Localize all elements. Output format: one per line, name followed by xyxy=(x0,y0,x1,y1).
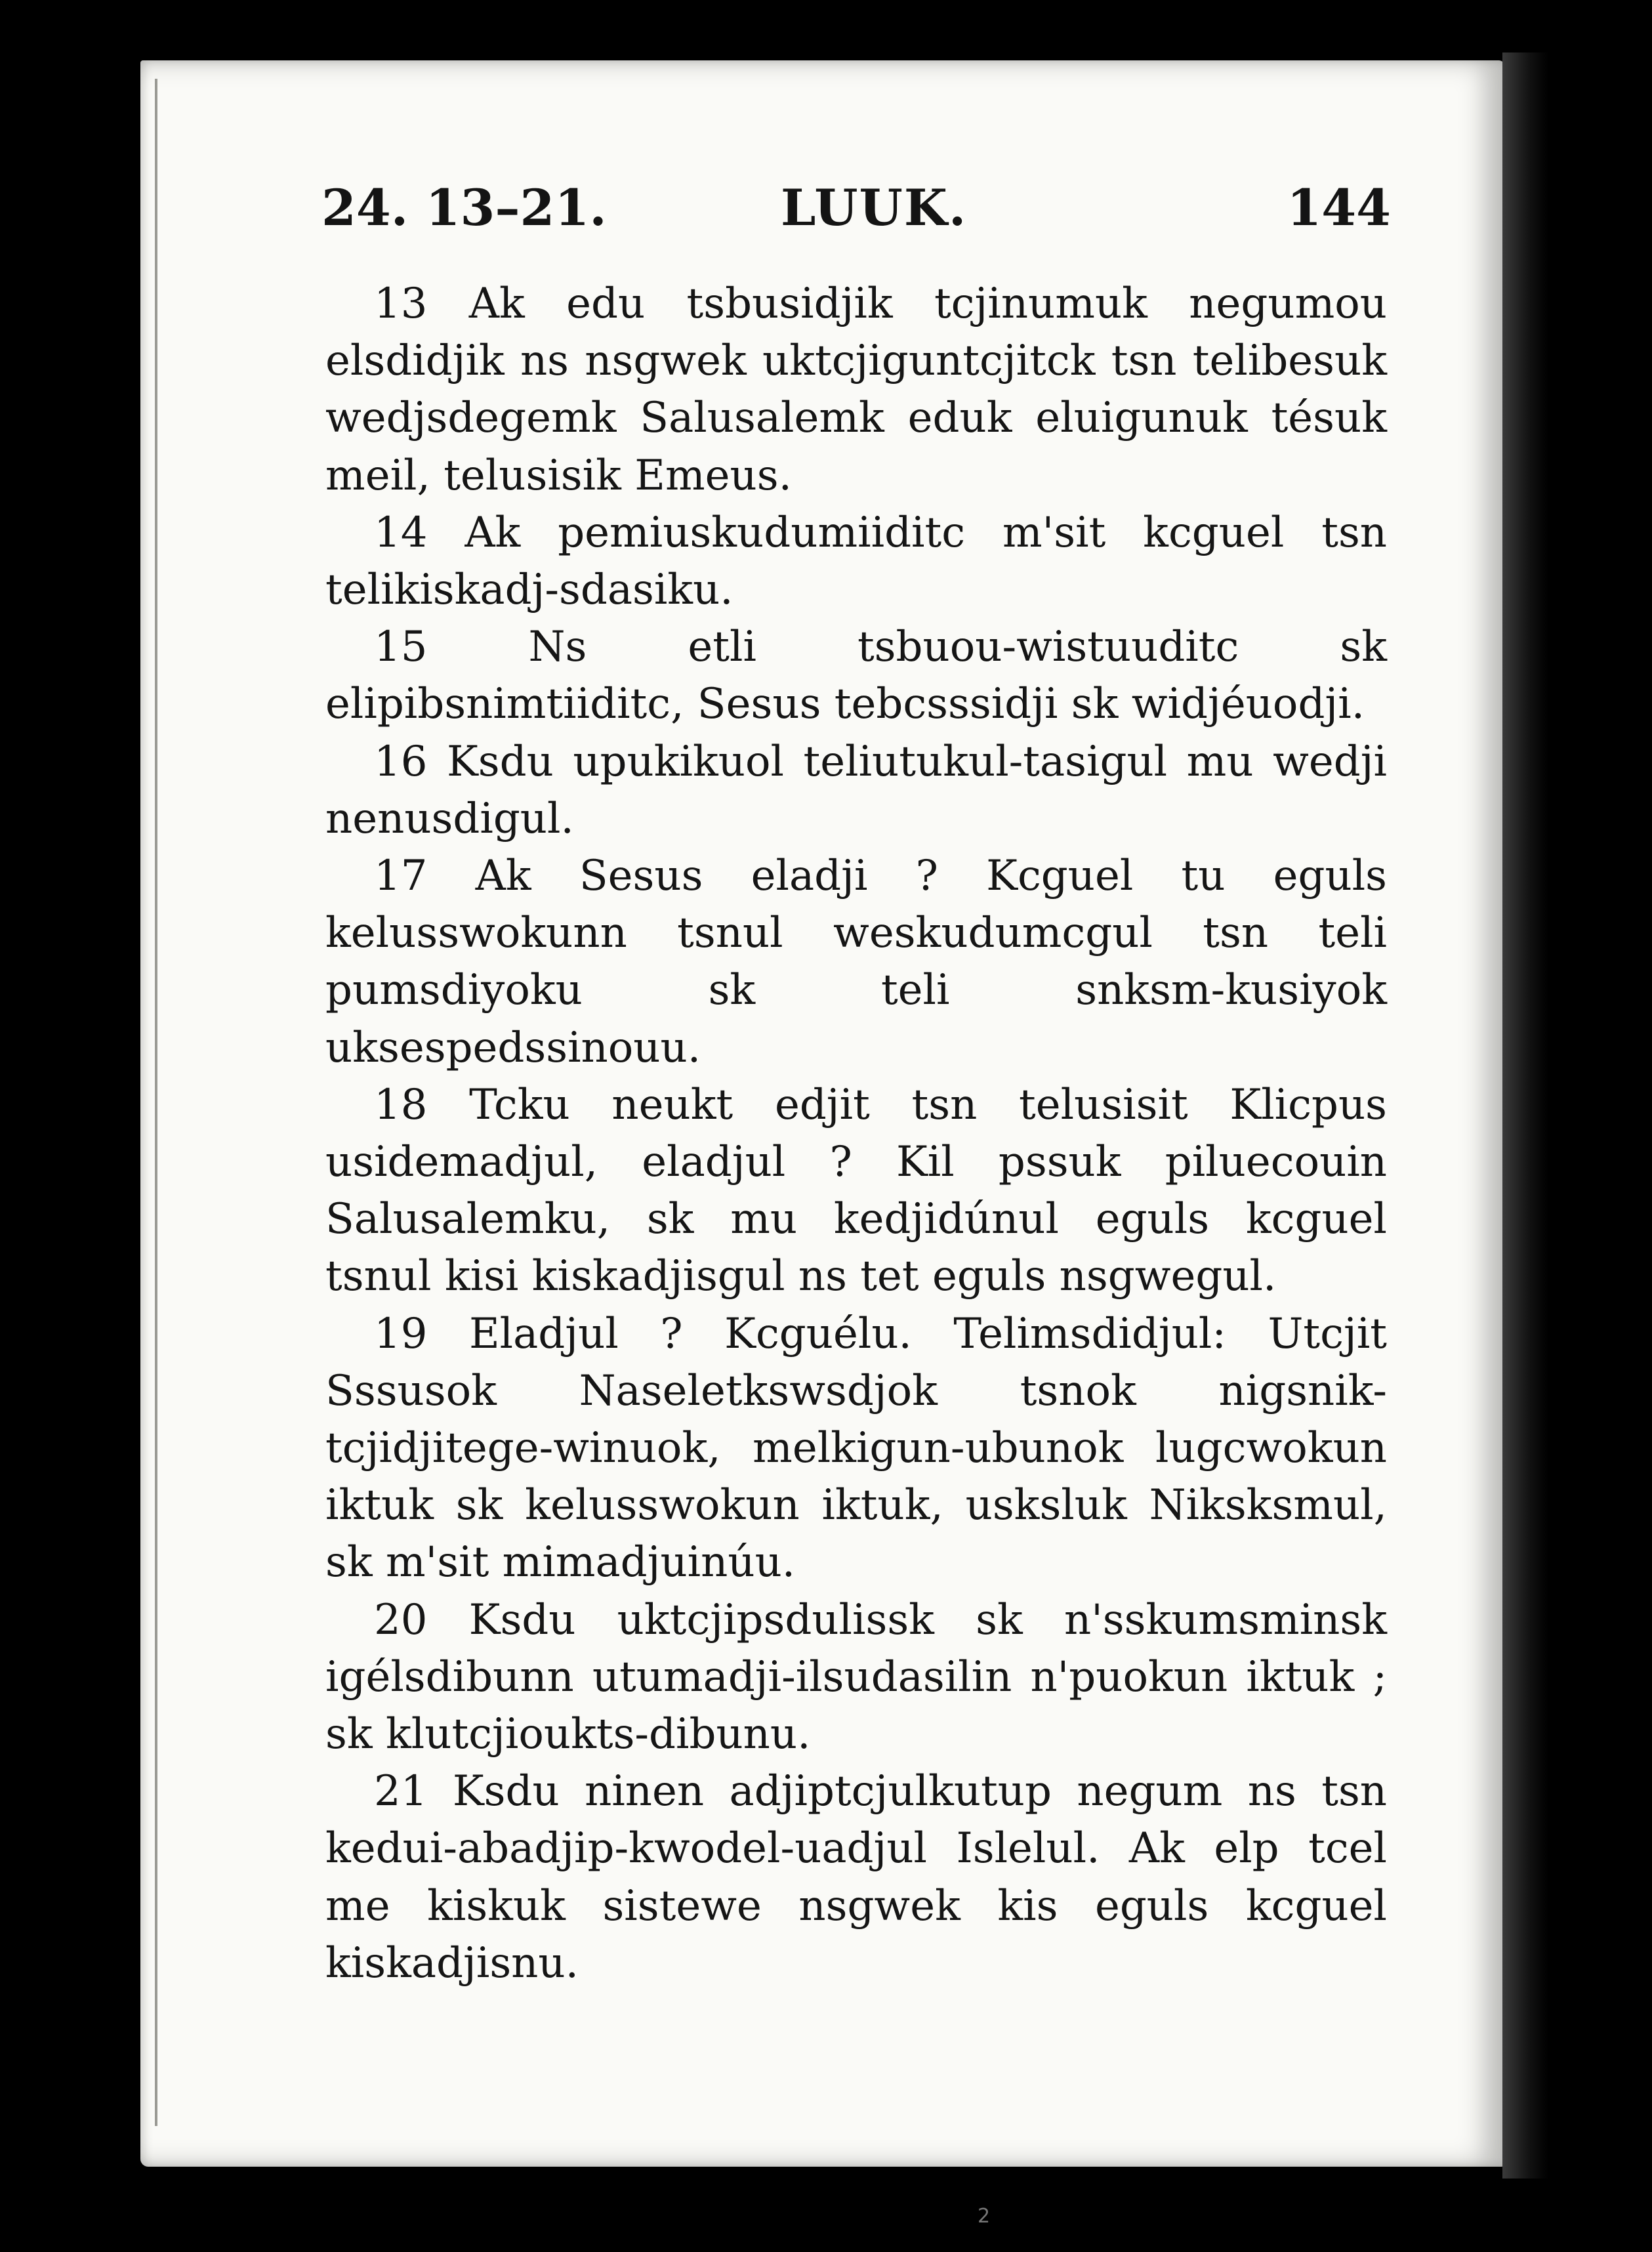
verse-text: Ak pemiuskudumiiditc m'sit kcguel tsn telikiskadj-sdasiku. xyxy=(325,508,1388,615)
book-gutter xyxy=(1502,52,1548,2179)
verse-text: Ksdu ninen adjiptcjulkutup negum ns tsn kedui-abadjip-kwodel-uadjul Islelul. Ak elp tcel me kiskuk sistewe nsgwek kis eguls kcguel kiskadjisnu. xyxy=(325,1767,1388,1988)
verse-text: Ak Sesus eladji ? Kcguel tu eguls kelusswokunn tsnul weskudumcgul tsn teli pumsdiyoku sk teli snksm-kusiyok uksespedssinouu. xyxy=(325,852,1388,1072)
signature-mark: 2 xyxy=(978,2205,991,2228)
verse-21 xyxy=(325,1763,1387,1992)
verse-number: 18 xyxy=(374,1080,428,1129)
verse-14 xyxy=(325,505,1387,619)
body-text xyxy=(325,276,1387,1992)
book-title: LUUK. xyxy=(781,178,968,237)
verse-number: 15 xyxy=(374,623,428,672)
verse-number: 19 xyxy=(374,1309,428,1358)
verse-text: Eladjul ? Kcguélu. Telimsdidjul: Utcjit Sssusok Naseletkswsdjok tsnok nigsnik-tcjidjitege-winuok, melkigun-ubunok lugcwokun iktuk sk kelusswokun iktuk, usksluk Niksksmul, sk m'sit mimadjuinúu. xyxy=(325,1309,1388,1587)
verse-number: 14 xyxy=(374,508,428,557)
verse-15 xyxy=(325,619,1387,733)
running-header xyxy=(321,178,1391,251)
verse-number: 17 xyxy=(374,852,428,901)
verse-number: 16 xyxy=(374,737,428,786)
verse-text: Ksdu upukikuol teliutukul-tasigul mu wedji nenusdigul. xyxy=(325,737,1388,843)
verse-text: Ksdu uktcjipsdulissk sk n'sskumsminsk igélsdibunn utumadji-ilsudasilin n'puokun iktuk ; sk klutcjioukts-dibunu. xyxy=(325,1595,1388,1759)
verse-13 xyxy=(325,276,1387,505)
verse-18 xyxy=(325,1077,1387,1306)
page-left-edge xyxy=(155,79,157,2126)
verse-number: 13 xyxy=(374,280,428,328)
verse-text: Ak edu tsbusidjik tcjinumuk negumou elsdidjik ns nsgwek uktcjiguntcjitck tsn telibesuk wedjsdegemk Salusalemk eduk eluigunuk tésuk meil, telusisik Emeus. xyxy=(325,280,1388,500)
chapter-verse-range: 24. 13–21. xyxy=(321,178,607,237)
verse-19 xyxy=(325,1306,1387,1592)
verse-text: Ns etli tsbuou-wistuuditc sk elipibsnimtiiditc, Sesus tebcsssidji sk widjéuodji. xyxy=(325,623,1387,729)
page-number: 144 xyxy=(1287,178,1391,237)
verse-17 xyxy=(325,848,1387,1077)
verse-number: 20 xyxy=(374,1595,428,1644)
verse-text: Tcku neukt edjit tsn telusisit Klicpus usidemadjul, eladjul ? Kil pssuk piluecouin Salusalemku, sk mu kedjidúnul eguls kcguel tsnul kisi kiskadjisgul ns tet eguls nsgwegul. xyxy=(325,1080,1388,1301)
verse-number: 21 xyxy=(374,1767,428,1816)
verse-16 xyxy=(325,734,1387,848)
verse-20 xyxy=(325,1592,1387,1764)
